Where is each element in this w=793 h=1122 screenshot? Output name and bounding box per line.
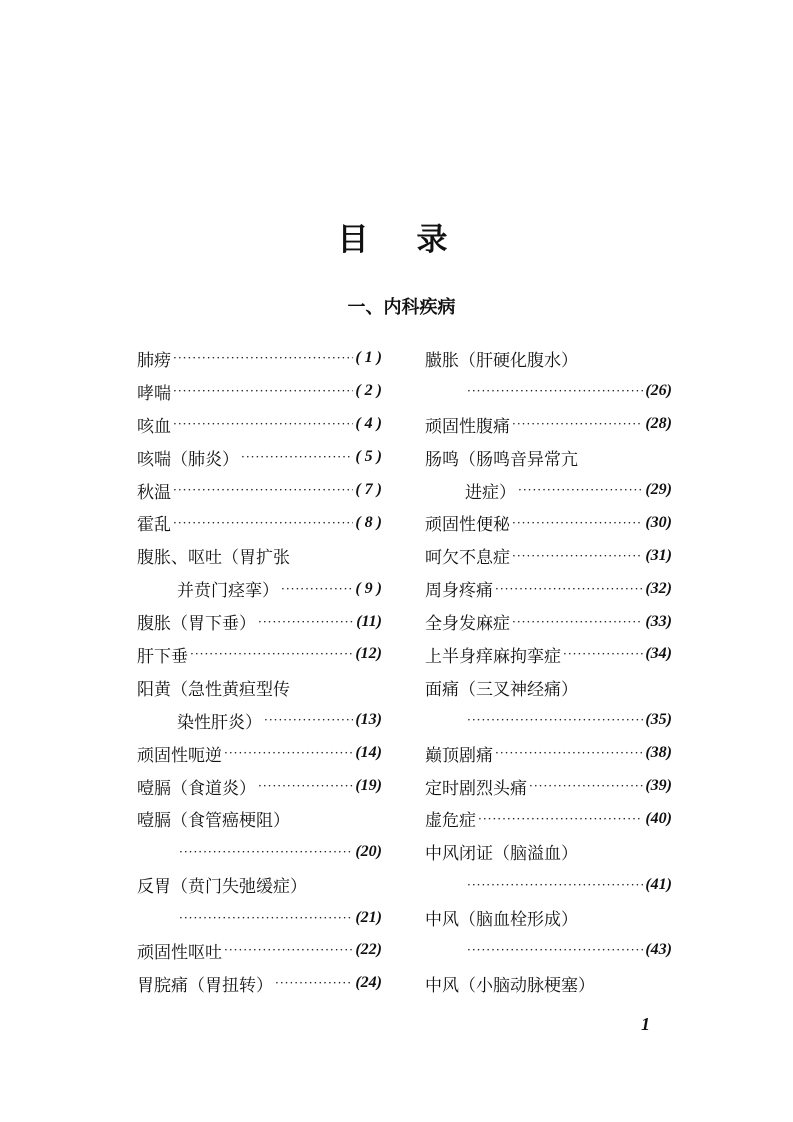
toc-entry (425, 737, 672, 770)
toc-entry (137, 375, 382, 408)
dot-leader (258, 615, 354, 629)
toc-entry-page: (13) (355, 711, 382, 729)
toc-entry-title: 周身疼痛 (425, 581, 493, 602)
dot-leader (512, 516, 643, 530)
toc-entry-page: (31) (645, 546, 672, 564)
toc-entry (137, 934, 382, 967)
toc-entry-page: (21) (355, 908, 382, 926)
toc-entry (425, 342, 672, 375)
toc-column-right (425, 342, 672, 1000)
toc-entry-page: (28) (645, 415, 672, 433)
dot-leader (173, 483, 353, 497)
toc-entry-page: (11) (356, 612, 382, 630)
dot-leader (173, 516, 353, 530)
dot-leader (275, 976, 353, 990)
toc-entry-title: 反胃（贲门失弛缓症） (137, 877, 307, 898)
toc-entry-title: 腹胀（胃下垂） (137, 614, 256, 635)
toc-entry-page: ( 2 ) (355, 382, 382, 400)
toc-entry-title: 上半身痒麻拘挛症 (425, 646, 561, 667)
dot-leader (512, 615, 643, 629)
page-number: 1 (641, 1014, 650, 1034)
toc-entry (425, 506, 672, 539)
toc-entry (137, 441, 382, 474)
toc-entry-page: ( 1 ) (355, 349, 382, 367)
toc-entry-title: 进症） (465, 482, 516, 503)
toc-entry (137, 835, 382, 868)
toc-entry-title: 噎膈（食道炎） (137, 778, 256, 799)
dot-leader (281, 582, 353, 596)
toc-entry (425, 704, 672, 737)
toc-entry (137, 474, 382, 507)
toc-entry (425, 441, 672, 474)
toc-entry-title: 咳血 (137, 416, 171, 437)
toc-entry-page: (12) (355, 645, 382, 663)
toc-entry-title: 臌胀（肝硬化腹水） (425, 350, 578, 371)
toc-entry-title: 噎膈（食管癌梗阻） (137, 811, 290, 832)
page-title: 目录 (337, 222, 496, 258)
toc-entry-page: (26) (645, 382, 672, 400)
toc-entry (425, 474, 672, 507)
dot-leader (518, 483, 643, 497)
toc-entry-title: 顽固性便秘 (425, 515, 510, 536)
toc-entry (425, 638, 672, 671)
toc-entry (425, 375, 672, 408)
toc-entry-page: (30) (645, 513, 672, 531)
toc-entry-title: 腹胀、呕吐（胃扩张 (137, 548, 290, 569)
toc-entry (425, 572, 672, 605)
toc-entry (425, 539, 672, 572)
toc-entry (137, 506, 382, 539)
dot-leader (467, 878, 643, 892)
toc-entry-title: 染性肝炎） (177, 712, 262, 733)
dot-leader (512, 417, 643, 431)
toc-entry (137, 901, 382, 934)
toc-entry-page: ( 4 ) (355, 415, 382, 433)
dot-leader (241, 450, 353, 464)
toc-entry (425, 901, 672, 934)
dot-leader (179, 911, 353, 925)
toc-entry-page: (38) (645, 744, 672, 762)
toc-entry-title: 中风闭证（脑溢血） (425, 844, 578, 865)
toc-entry (425, 934, 672, 967)
toc-entry-page: (39) (645, 777, 672, 795)
dot-leader (179, 845, 353, 859)
toc-entry-page: (14) (355, 744, 382, 762)
toc-entry (425, 802, 672, 835)
toc-entry-page: (20) (355, 842, 382, 860)
toc-entry-title: 秋温 (137, 482, 171, 503)
toc-entry-page: (34) (645, 645, 672, 663)
toc-entry-page: (40) (645, 809, 672, 827)
toc-entry (425, 770, 672, 803)
dot-leader (495, 582, 643, 596)
dot-leader (264, 713, 353, 727)
toc-entry (137, 671, 382, 704)
toc-entry-title: 中风（小脑动脉梗塞） (425, 975, 595, 996)
toc-entry (137, 572, 382, 605)
dot-leader (190, 647, 353, 661)
dot-leader (529, 779, 643, 793)
toc-entry (137, 408, 382, 441)
toc-entry-page: (29) (645, 481, 672, 498)
dot-leader (467, 384, 643, 398)
dot-leader (478, 812, 643, 826)
toc-entry-page: (24) (355, 974, 382, 992)
toc-entry-title: 肝下垂 (137, 646, 188, 667)
toc-column-left (137, 342, 382, 1000)
toc-entry (137, 967, 382, 1000)
dot-leader (173, 384, 353, 398)
dot-leader (224, 746, 353, 760)
toc-entry-page: (41) (645, 875, 672, 893)
dot-leader (467, 713, 643, 727)
toc-entry-page: ( 7 ) (355, 481, 382, 498)
toc-entry-title: 哮喘 (137, 383, 171, 404)
toc-entry-title: 并贲门痉挛） (177, 581, 279, 602)
toc-entry-page: (32) (645, 579, 672, 597)
toc-entry-title: 虚危症 (425, 811, 476, 832)
toc-entry-title: 顽固性呕吐 (137, 942, 222, 963)
toc-entry-title: 胃脘痛（胃扭转） (137, 975, 273, 996)
toc-entry (425, 868, 672, 901)
dot-leader (495, 746, 643, 760)
toc-entry (137, 868, 382, 901)
toc-entry-page: (22) (355, 941, 382, 959)
dot-leader (173, 351, 353, 365)
toc-entry-page: (33) (645, 612, 672, 630)
toc-entry (425, 835, 672, 868)
toc-entry (137, 802, 382, 835)
toc-entry-page: (43) (645, 941, 672, 959)
toc-entry-title: 全身发麻症 (425, 614, 510, 635)
toc-entry-title: 顽固性腹痛 (425, 416, 510, 437)
toc-entry-page: ( 5 ) (355, 448, 382, 466)
toc-entry (137, 638, 382, 671)
toc-entry-title: 呵欠不息症 (425, 548, 510, 569)
toc-entry-page: (19) (355, 777, 382, 795)
toc-entry-title: 阳黄（急性黄疸型传 (137, 679, 290, 700)
dot-leader (258, 779, 353, 793)
toc-entry-page: ( 9 ) (355, 579, 382, 597)
toc-entry-page: ( 8 ) (355, 513, 382, 531)
toc-entry (137, 605, 382, 638)
toc-entry-title: 顽固性呃逆 (137, 745, 222, 766)
toc-entry (137, 770, 382, 803)
toc-entry-title: 中风（脑血栓形成） (425, 910, 578, 931)
toc-entry-title: 定时剧烈头痛 (425, 778, 527, 799)
dot-leader (173, 417, 353, 431)
dot-leader (512, 549, 643, 563)
dot-leader (224, 943, 353, 957)
toc-entry-title: 霍乱 (137, 515, 171, 536)
toc-entry (137, 704, 382, 737)
dot-leader (563, 647, 643, 661)
toc-entry-page: (35) (645, 711, 672, 729)
toc-entry (425, 967, 672, 1000)
toc-entry (137, 539, 382, 572)
toc-entry (425, 605, 672, 638)
toc-entry-title: 咳喘（肺炎） (137, 449, 239, 470)
toc-entry-title: 肺痨 (137, 350, 171, 371)
toc-entry-title: 巅顶剧痛 (425, 745, 493, 766)
section-heading: 一、内科疾病 (347, 297, 456, 318)
dot-leader (467, 943, 643, 957)
toc-entry-title: 肠鸣（肠鸣音异常亢 (425, 449, 578, 470)
toc-entry (137, 737, 382, 770)
toc-entry (137, 342, 382, 375)
toc-entry-title: 面痛（三叉神经痛） (425, 679, 578, 700)
toc-entry (425, 408, 672, 441)
toc-entry (425, 671, 672, 704)
